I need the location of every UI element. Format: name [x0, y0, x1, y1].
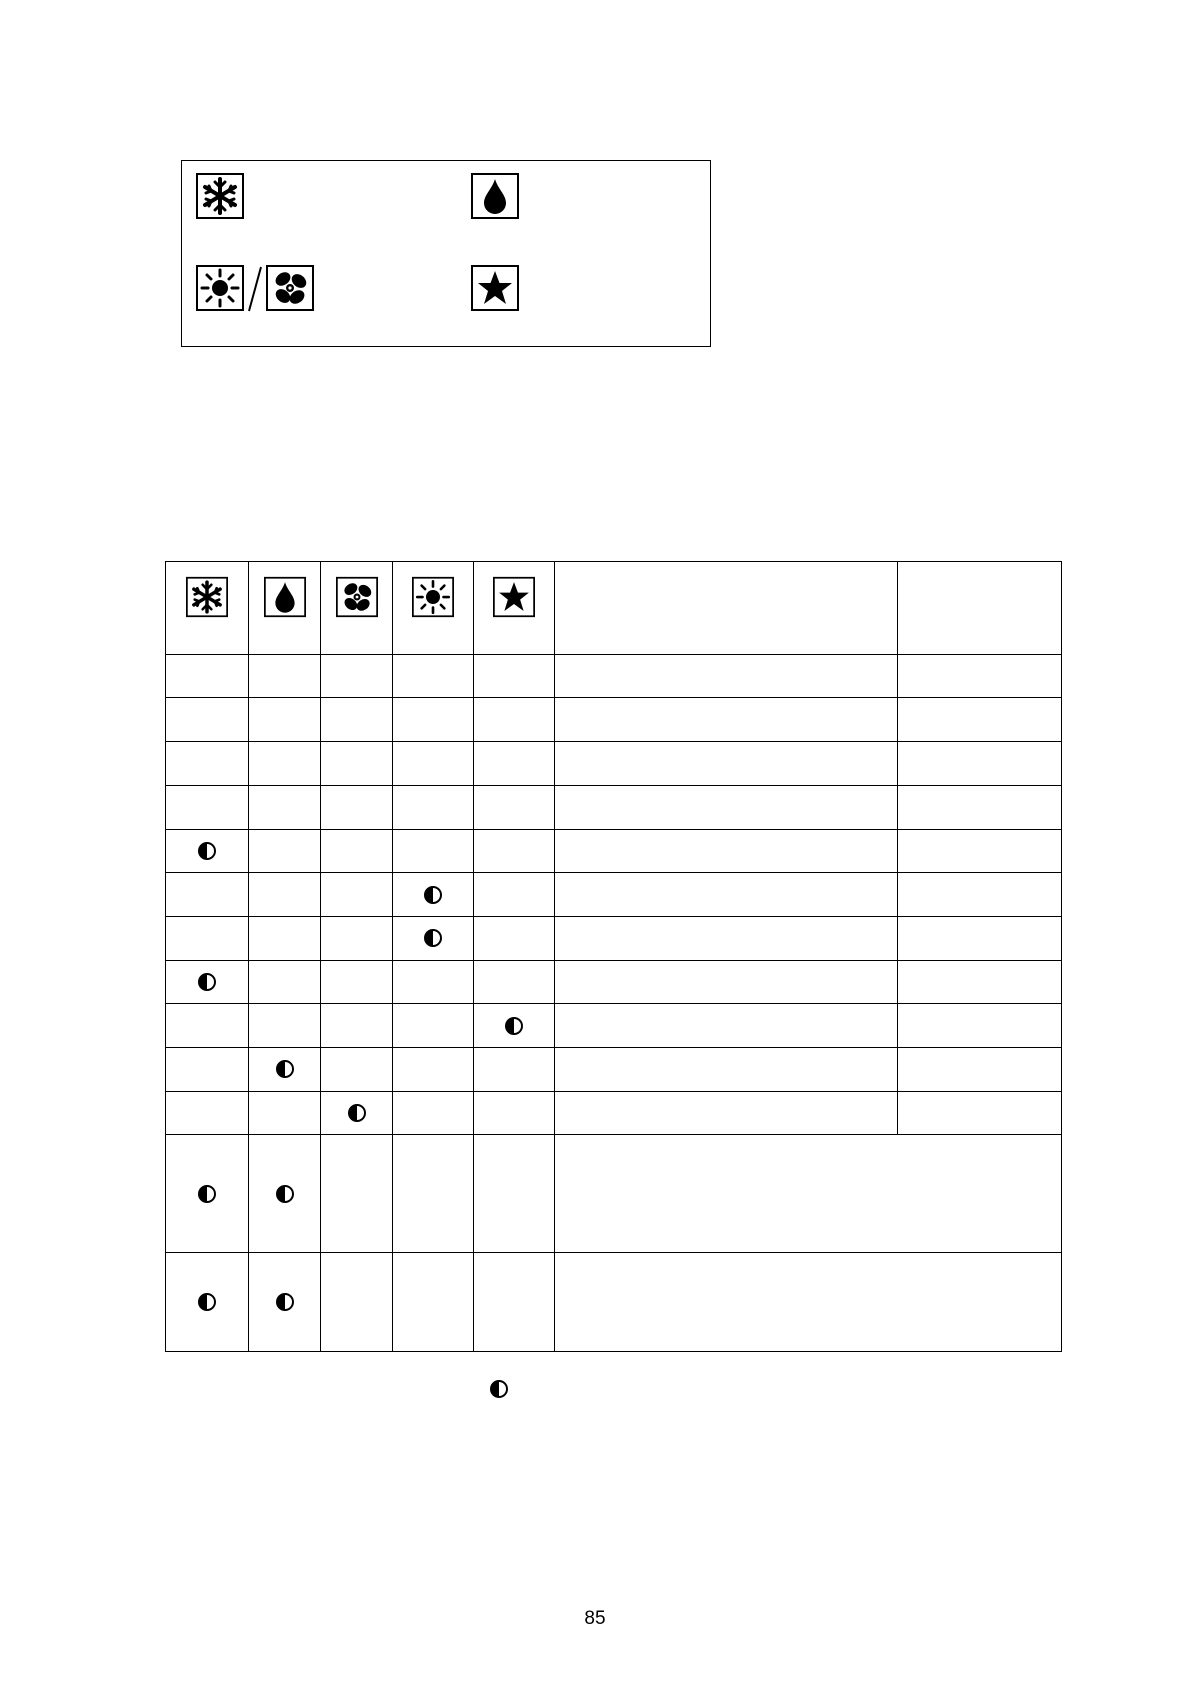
sun-icon	[412, 576, 454, 618]
table-cell	[898, 916, 1062, 960]
table-cell	[555, 1048, 898, 1092]
header-cell-remarks	[898, 562, 1062, 655]
table-cell	[474, 1048, 555, 1092]
table-cell	[898, 1091, 1062, 1135]
half-circle-icon	[489, 1379, 509, 1399]
table-cell	[474, 960, 555, 1004]
table-cell	[249, 654, 321, 698]
table-cell	[393, 1091, 474, 1135]
header-cell-star	[474, 562, 555, 655]
table-cell	[393, 698, 474, 742]
table-cell	[555, 916, 898, 960]
table-row	[166, 698, 1062, 742]
table-cell	[474, 916, 555, 960]
half-circle-icon	[197, 972, 217, 992]
table-cell-merged	[555, 1252, 1062, 1351]
table-cell	[321, 916, 393, 960]
table-cell	[321, 698, 393, 742]
table-cell	[249, 1048, 321, 1092]
table-cell	[393, 829, 474, 873]
table-cell	[555, 829, 898, 873]
table-cell	[321, 1091, 393, 1135]
header-cell-fan	[321, 562, 393, 655]
table-cell	[898, 742, 1062, 786]
fan-icon	[266, 265, 314, 311]
header-cell-snowflake	[166, 562, 249, 655]
table-cell	[166, 654, 249, 698]
table-cell	[555, 654, 898, 698]
footnote-marker	[489, 1379, 509, 1399]
table-cell	[166, 1091, 249, 1135]
snowflake-icon	[186, 576, 228, 618]
table-cell	[249, 1091, 321, 1135]
table-cell	[898, 698, 1062, 742]
table-cell	[166, 873, 249, 917]
half-circle-icon	[504, 1016, 524, 1036]
half-circle-icon	[275, 1184, 295, 1204]
table-cell	[249, 873, 321, 917]
table-cell	[393, 960, 474, 1004]
table-cell	[555, 1004, 898, 1048]
drop-icon	[264, 576, 306, 618]
table-row	[166, 785, 1062, 829]
half-circle-icon	[275, 1059, 295, 1079]
half-circle-icon	[197, 1292, 217, 1312]
table-cell	[555, 1091, 898, 1135]
table-cell	[393, 785, 474, 829]
table-cell	[474, 1135, 555, 1252]
table-row	[166, 829, 1062, 873]
table-cell	[321, 960, 393, 1004]
half-circle-icon	[275, 1292, 295, 1312]
table-cell	[321, 785, 393, 829]
table-cell	[321, 1048, 393, 1092]
table-row	[166, 654, 1062, 698]
table-cell	[393, 742, 474, 786]
table-cell	[166, 742, 249, 786]
table-row	[166, 1048, 1062, 1092]
table-row	[166, 960, 1062, 1004]
table-cell	[474, 873, 555, 917]
table-cell	[898, 960, 1062, 1004]
table-row	[166, 742, 1062, 786]
table-cell	[898, 654, 1062, 698]
half-circle-icon	[423, 928, 443, 948]
table-cell	[249, 698, 321, 742]
table-cell	[393, 1004, 474, 1048]
table-cell	[393, 1135, 474, 1252]
table-cell	[166, 1048, 249, 1092]
table-cell	[898, 1004, 1062, 1048]
table-cell	[166, 829, 249, 873]
table-cell	[166, 916, 249, 960]
function-table	[165, 561, 1062, 1352]
table-cell	[474, 654, 555, 698]
table-cell	[249, 916, 321, 960]
table-cell	[555, 873, 898, 917]
table-row	[166, 1004, 1062, 1048]
table-cell	[321, 654, 393, 698]
separator-slash	[246, 265, 264, 313]
table-cell	[321, 1004, 393, 1048]
symbol-legend	[181, 160, 711, 347]
table-cell	[166, 1135, 249, 1252]
table-cell	[898, 873, 1062, 917]
table-cell	[321, 1135, 393, 1252]
table-cell	[898, 829, 1062, 873]
table-cell	[249, 1004, 321, 1048]
table-cell	[249, 785, 321, 829]
table-cell	[321, 742, 393, 786]
table-cell	[393, 873, 474, 917]
sun-icon	[196, 265, 244, 311]
table-cell	[555, 960, 898, 1004]
table-cell-merged	[555, 1135, 1062, 1252]
drop-icon	[471, 173, 519, 219]
table-cell	[474, 742, 555, 786]
table-cell	[393, 1252, 474, 1351]
table-cell	[898, 1048, 1062, 1092]
table-row	[166, 873, 1062, 917]
half-circle-icon	[347, 1103, 367, 1123]
table-row	[166, 1091, 1062, 1135]
table-cell	[249, 1135, 321, 1252]
table-cell	[474, 1004, 555, 1048]
fan-icon	[336, 576, 378, 618]
table-row	[166, 1135, 1062, 1252]
header-cell-drop	[249, 562, 321, 655]
table-cell	[321, 873, 393, 917]
table-cell	[249, 960, 321, 1004]
star-icon	[493, 576, 535, 618]
table-cell	[249, 829, 321, 873]
table-cell	[474, 785, 555, 829]
snowflake-icon	[196, 173, 244, 219]
table-cell	[393, 916, 474, 960]
header-cell-sun	[393, 562, 474, 655]
half-circle-icon	[423, 885, 443, 905]
table-cell	[321, 829, 393, 873]
table-cell	[166, 960, 249, 1004]
table-cell	[393, 1048, 474, 1092]
table-cell	[393, 654, 474, 698]
table-cell	[166, 785, 249, 829]
table-cell	[555, 742, 898, 786]
table-cell	[166, 698, 249, 742]
table-cell	[249, 1252, 321, 1351]
table-body	[166, 654, 1062, 1351]
table-cell	[166, 1004, 249, 1048]
table-cell	[474, 1252, 555, 1351]
table-cell	[474, 829, 555, 873]
table-cell	[249, 742, 321, 786]
header-cell-description	[555, 562, 898, 655]
table-cell	[321, 1252, 393, 1351]
table-cell	[474, 1091, 555, 1135]
table-row	[166, 1252, 1062, 1351]
page-number: 85	[584, 1608, 606, 1629]
table-row	[166, 916, 1062, 960]
half-circle-icon	[197, 841, 217, 861]
star-icon	[471, 265, 519, 311]
table-cell	[898, 785, 1062, 829]
table-cell	[166, 1252, 249, 1351]
table-cell	[474, 698, 555, 742]
table-cell	[555, 698, 898, 742]
half-circle-icon	[197, 1184, 217, 1204]
table-cell	[555, 785, 898, 829]
